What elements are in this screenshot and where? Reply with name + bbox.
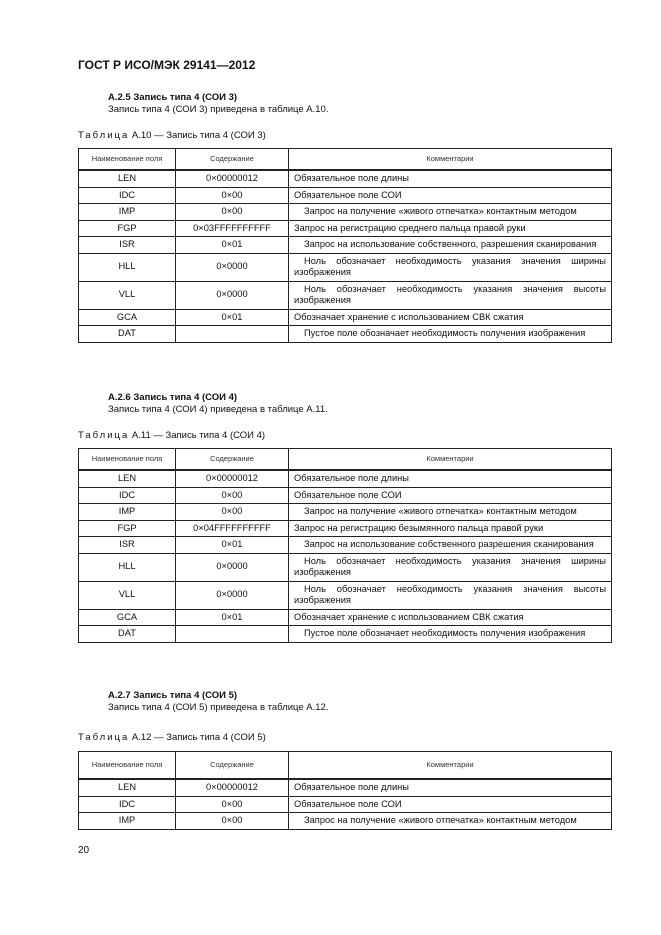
value-cell: 0×0000 [176,281,289,309]
comment-cell: Обязательное поле СОИ [289,487,612,504]
comment-cell: Обязательное поле длины [289,170,612,187]
column-header: Содержание [176,752,289,780]
field-name-cell: IMP [79,813,176,830]
table-row [79,813,612,830]
value-cell: 0×01 [176,609,289,626]
table-row [79,779,612,796]
field-name-cell: VLL [79,581,176,609]
value-cell: 0×04FFFFFFFFFF [176,520,289,537]
value-cell: 0×00000012 [176,470,289,487]
field-name-cell: GCA [79,309,176,326]
value-cell: 0×00 [176,504,289,521]
column-header: Содержание [176,149,289,171]
value-cell: 0×01 [176,309,289,326]
value-cell: 0×00000012 [176,170,289,187]
table-header-row [79,449,612,471]
table-row [79,504,612,521]
value-cell: 0×01 [176,537,289,554]
data-table [78,448,612,643]
table-row [79,326,612,343]
table-row [79,237,612,254]
table-row [79,253,612,281]
table-row [79,796,612,813]
value-cell: 0×00 [176,204,289,221]
value-cell: 0×00 [176,487,289,504]
table-row [79,187,612,204]
field-name-cell: DAT [79,326,176,343]
field-name-cell: DAT [79,626,176,643]
table-row [79,470,612,487]
table-row [79,581,612,609]
comment-cell: Обязательное поле длины [289,470,612,487]
document-header: ГОСТ Р ИСО/МЭК 29141—2012 [78,58,256,72]
table-caption-word: Таблица [78,732,130,743]
value-cell: 0×00 [176,796,289,813]
field-name-cell: LEN [79,779,176,796]
value-cell: 0×00 [176,187,289,204]
field-name-cell: LEN [79,470,176,487]
value-cell: 0×00000012 [176,779,289,796]
comment-cell: Запрос на использование собственного, разрешения сканирования [289,237,612,254]
value-cell: 0×0000 [176,553,289,581]
table-caption-text: А.10 — Запись типа 4 (СОИ 3) [129,130,266,141]
field-name-cell: HLL [79,553,176,581]
table-caption-text: А.11 — Запись типа 4 (СОИ 4) [129,430,266,441]
comment-cell: Ноль обозначает необходимость указания значения высоты изображения [289,581,612,609]
comment-cell: Ноль обозначает необходимость указания значения высоты изображения [289,281,612,309]
field-name-cell: GCA [79,609,176,626]
table-caption-word: Таблица [78,430,130,441]
comment-cell: Обязательное поле длины [289,779,612,796]
column-header: Комментарии [289,149,612,171]
field-name-cell: ISR [79,237,176,254]
section-text: Запись типа 4 (СОИ 3) приведена в таблице А.10. [108,104,329,115]
field-name-cell: FGP [79,520,176,537]
column-header: Наименование поля [79,149,176,171]
value-cell: 0×01 [176,237,289,254]
table-row [79,204,612,221]
section-title: А.2.6 Запись типа 4 (СОИ 4) [108,392,238,403]
field-name-cell: IDC [79,187,176,204]
table-row [79,609,612,626]
field-name-cell: IDC [79,487,176,504]
page-number: 20 [78,845,90,856]
value-cell: 0×00 [176,813,289,830]
field-name-cell: IDC [79,796,176,813]
comment-cell: Запрос на получение «живого отпечатка» контактным методом [289,204,612,221]
column-header: Наименование поля [79,752,176,780]
section-heading-block [108,690,328,714]
field-name-cell: IMP [79,504,176,521]
comment-cell: Запрос на регистрацию среднего пальца правой руки [289,220,612,237]
table-header-row [79,149,612,171]
column-header: Комментарии [289,752,612,780]
comment-cell: Обязательное поле СОИ [289,187,612,204]
table-row [79,309,612,326]
column-header: Содержание [176,449,289,471]
table-row [79,170,612,187]
comment-cell: Пустое поле обозначает необходимость получения изображения [289,626,612,643]
field-name-cell: LEN [79,170,176,187]
column-header: Наименование поля [79,449,176,471]
table-row [79,553,612,581]
section-heading-block [108,392,328,416]
table-row [79,520,612,537]
comment-cell: Запрос на использование собственного разрешения сканирования [289,537,612,554]
data-table [78,148,612,343]
comment-cell: Обязательное поле СОИ [289,796,612,813]
table-caption-word: Таблица [78,130,130,141]
table-row [79,220,612,237]
comment-cell: Запрос на получение «живого отпечатка» контактным методом [289,504,612,521]
comment-cell: Обозначает хранение с использованием СВК сжатия [289,609,612,626]
section-title: А.2.7 Запись типа 4 (СОИ 5) [108,690,238,701]
field-name-cell: FGP [79,220,176,237]
comment-cell: Запрос на регистрацию безымянного пальца правой руки [289,520,612,537]
comment-cell: Обозначает хранение с использованием СВК сжатия [289,309,612,326]
section-title: А.2.5 Запись типа 4 (СОИ 3) [108,92,238,103]
section-text: Запись типа 4 (СОИ 5) приведена в таблице А.12. [108,702,329,713]
table-row [79,537,612,554]
comment-cell: Пустое поле обозначает необходимость получения изображения [289,326,612,343]
comment-cell: Ноль обозначает необходимость указания значения ширины изображения [289,553,612,581]
field-name-cell: ISR [79,537,176,554]
table-caption [78,130,266,141]
table-row [79,281,612,309]
section-text: Запись типа 4 (СОИ 4) приведена в таблице А.11. [108,404,328,415]
table-row [79,487,612,504]
table-caption [78,732,266,743]
value-cell: 0×0000 [176,253,289,281]
section-heading-block [108,92,328,116]
field-name-cell: HLL [79,253,176,281]
value-cell [176,326,289,343]
table-row [79,626,612,643]
value-cell: 0×03FFFFFFFFFF [176,220,289,237]
value-cell [176,626,289,643]
data-table [78,751,612,830]
comment-cell: Ноль обозначает необходимость указания значения ширины изображения [289,253,612,281]
table-caption-text: А.12 — Запись типа 4 (СОИ 5) [129,732,266,743]
field-name-cell: IMP [79,204,176,221]
table-caption [78,430,265,441]
column-header: Комментарии [289,449,612,471]
value-cell: 0×0000 [176,581,289,609]
comment-cell: Запрос на получение «живого отпечатка» контактным методом [289,813,612,830]
field-name-cell: VLL [79,281,176,309]
table-header-row [79,752,612,780]
